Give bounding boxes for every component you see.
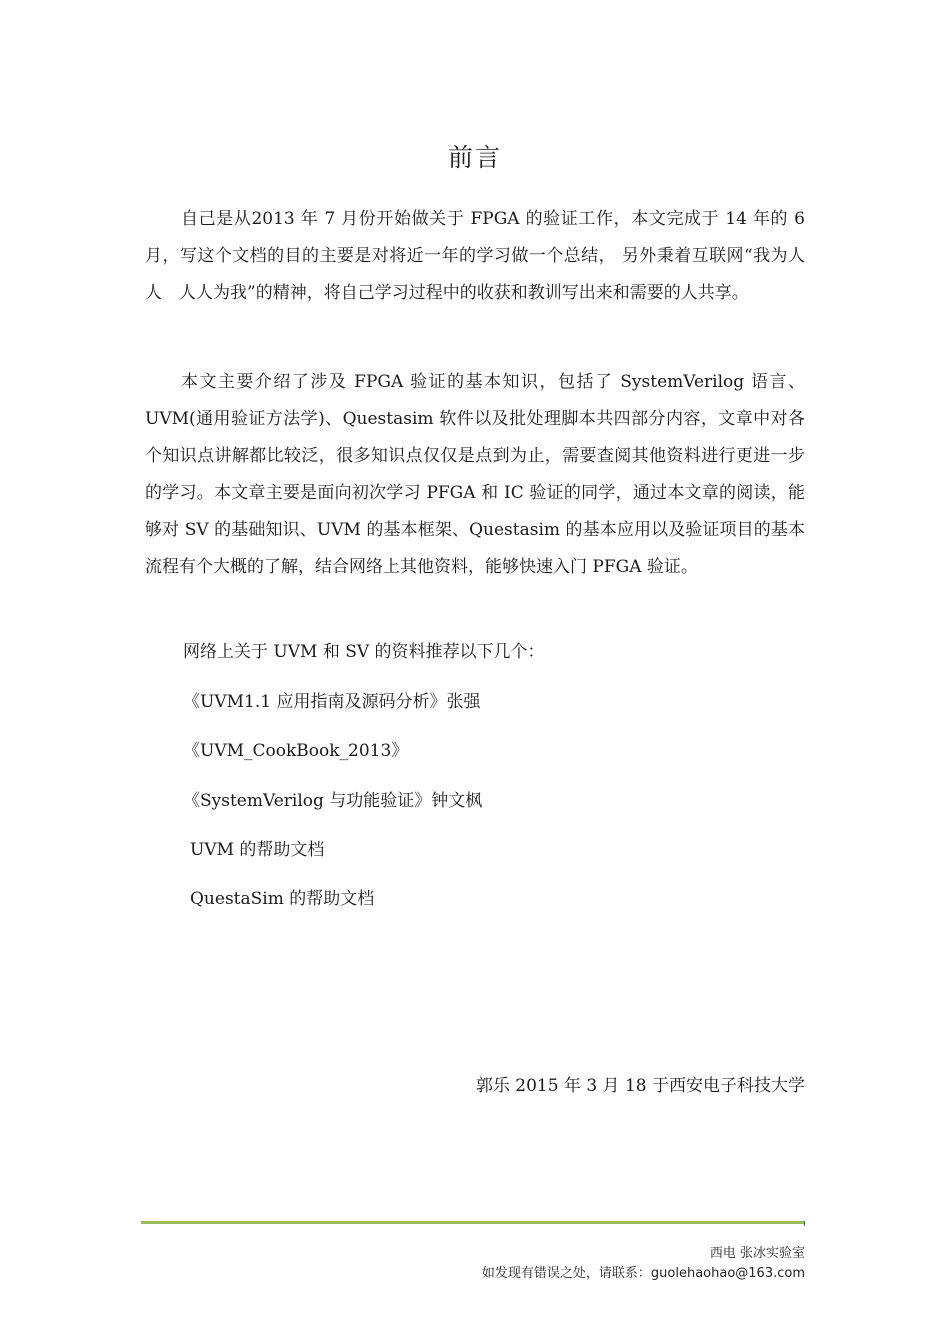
intro-paragraph: 自己是从2013 年 7 月份开始做关于 FPGA 的验证工作，本文完成于 14 年的 6 月，写这个文档的目的主要是对将近一年的学习做一个总结， 另外秉着互联网“我为人人 人人为我”的精神，将自己学习过程中的收获和教训写出来和需要的人共享。 xyxy=(145,209,805,303)
author-signature: 郭乐 2015 年 3 月 18 于西安电子科技大学 xyxy=(475,1076,805,1096)
recommendations-intro: 网络上关于 UVM 和 SV 的资料推荐以下几个： xyxy=(183,642,545,662)
footer-email: guolehaohao@163.com xyxy=(650,1266,805,1281)
footer-divider xyxy=(141,1221,805,1224)
recommendation-item: 《UVM_CookBook_2013》 xyxy=(183,741,409,761)
footer-lab-name: 西电 张冰实验室 xyxy=(709,1246,805,1261)
summary-paragraph: 本文主要介绍了涉及 FPGA 验证的基本知识，包括了 SystemVerilog 语言、UVM(通用验证方法学)、Questasim 软件以及批处理脚本共四部分内容，文章中对各个知识点讲解都比较泛，很多知识点仅仅是点到为止，需要查阅其他资料进行更进一步的学习。本文章主要是面向初次学习 PFGA 和 IC 验证的同学，通过本文章的阅读，能够对 SV 的基础知识、UVM 的基本框架、Questasim 的基本应用以及验证项目的基本流程有个大概的了解，结合网络上其他资料，能够快速入门 PFGA 验证。 xyxy=(145,372,805,577)
recommendation-item: 《UVM1.1 应用指南及源码分析》张强 xyxy=(183,692,481,712)
page-title: 前言 xyxy=(447,143,502,172)
recommendation-item: UVM 的帮助文档 xyxy=(190,840,325,860)
footer-divider-mark xyxy=(804,1221,805,1226)
footer-contact-prefix: 如发现有错误之处，请联系： xyxy=(481,1266,651,1281)
recommendation-item: QuestaSim 的帮助文档 xyxy=(190,889,375,909)
recommendation-item: 《SystemVerilog 与功能验证》钟文枫 xyxy=(183,791,483,811)
footer-contact xyxy=(482,1265,805,1283)
